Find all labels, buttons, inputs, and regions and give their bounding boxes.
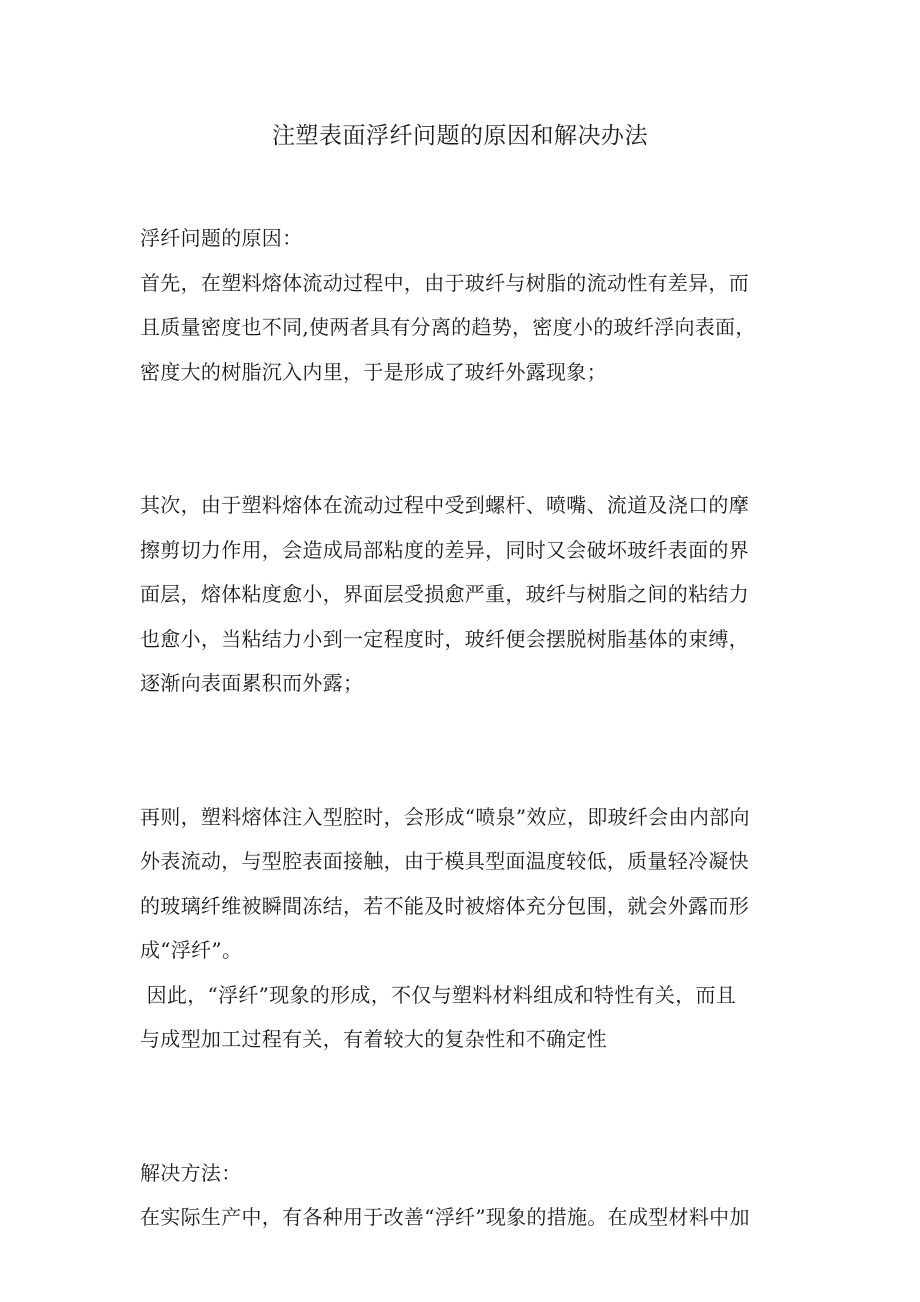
paragraph-line: 且质量密度也不同,使两者具有分离的趋势，密度小的玻纤浮向表面， (140, 315, 756, 339)
paragraph-third-reason (140, 795, 785, 973)
paragraph-gap (140, 706, 785, 795)
paragraph-line: 其次，由于塑料熔体在流动过程中受到螺杆、喷嘴、流道及浇口的摩 (140, 493, 749, 517)
paragraph-gap (140, 1062, 785, 1151)
paragraph-solution (140, 1195, 785, 1240)
paragraph-line: 外表流动，与型腔表面接触，由于模具型面温度较低，质量轻冷凝快 (140, 849, 749, 873)
paragraph-line: 面层，熔体粘度愈小，界面层受损愈严重，玻纤与树脂之间的粘结力 (140, 582, 749, 606)
solution-heading: 解决方法： (140, 1160, 242, 1185)
paragraph-line: 首先，在塑料熔体流动过程中，由于玻纤与树脂的流动性有差异，而 (140, 270, 749, 295)
paragraph-first-reason (140, 261, 785, 395)
paragraph-line: 逐渐向表面累积而外露； (140, 671, 364, 695)
paragraph-second-reason (140, 483, 785, 706)
paragraph-conclusion (140, 973, 785, 1062)
paragraph-line: 因此，“浮纤”现象的形成，不仅与塑料材料组成和特性有关，而且 (140, 982, 737, 1007)
paragraph-line: 密度大的树脂沉入内里，于是形成了玻纤外露现象； (140, 359, 607, 384)
cause-heading: 浮纤问题的原因： (140, 226, 303, 250)
document-title: 注塑表面浮纤问题的原因和解决办法 (272, 123, 648, 149)
document-body (140, 216, 785, 1240)
paragraph-line: 再则，塑料熔体注入型腔时，会形成“喷泉”效应，即玻纤会由内部向 (140, 804, 750, 829)
paragraph-line: 也愈小，当粘结力小到一定程度时，玻纤便会摆脱树脂基体的束缚， (140, 626, 749, 651)
paragraph-line: 擦剪切力作用，会造成局部粘度的差异，同时又会破坏玻纤表面的界 (140, 537, 749, 562)
paragraph-line: 的玻璃纤维被瞬間冻结，若不能及时被熔体充分包围，就会外露而形 (140, 893, 749, 918)
paragraph-line: 成“浮纤”。 (140, 938, 243, 962)
paragraph-line: 在实际生产中，有各种用于改善“浮纤”现象的措施。在成型材料中加 (140, 1205, 750, 1229)
paragraph-line: 与成型加工过程有关，有着较大的复杂性和不确定性 (140, 1027, 607, 1051)
paragraph-gap (140, 394, 785, 483)
